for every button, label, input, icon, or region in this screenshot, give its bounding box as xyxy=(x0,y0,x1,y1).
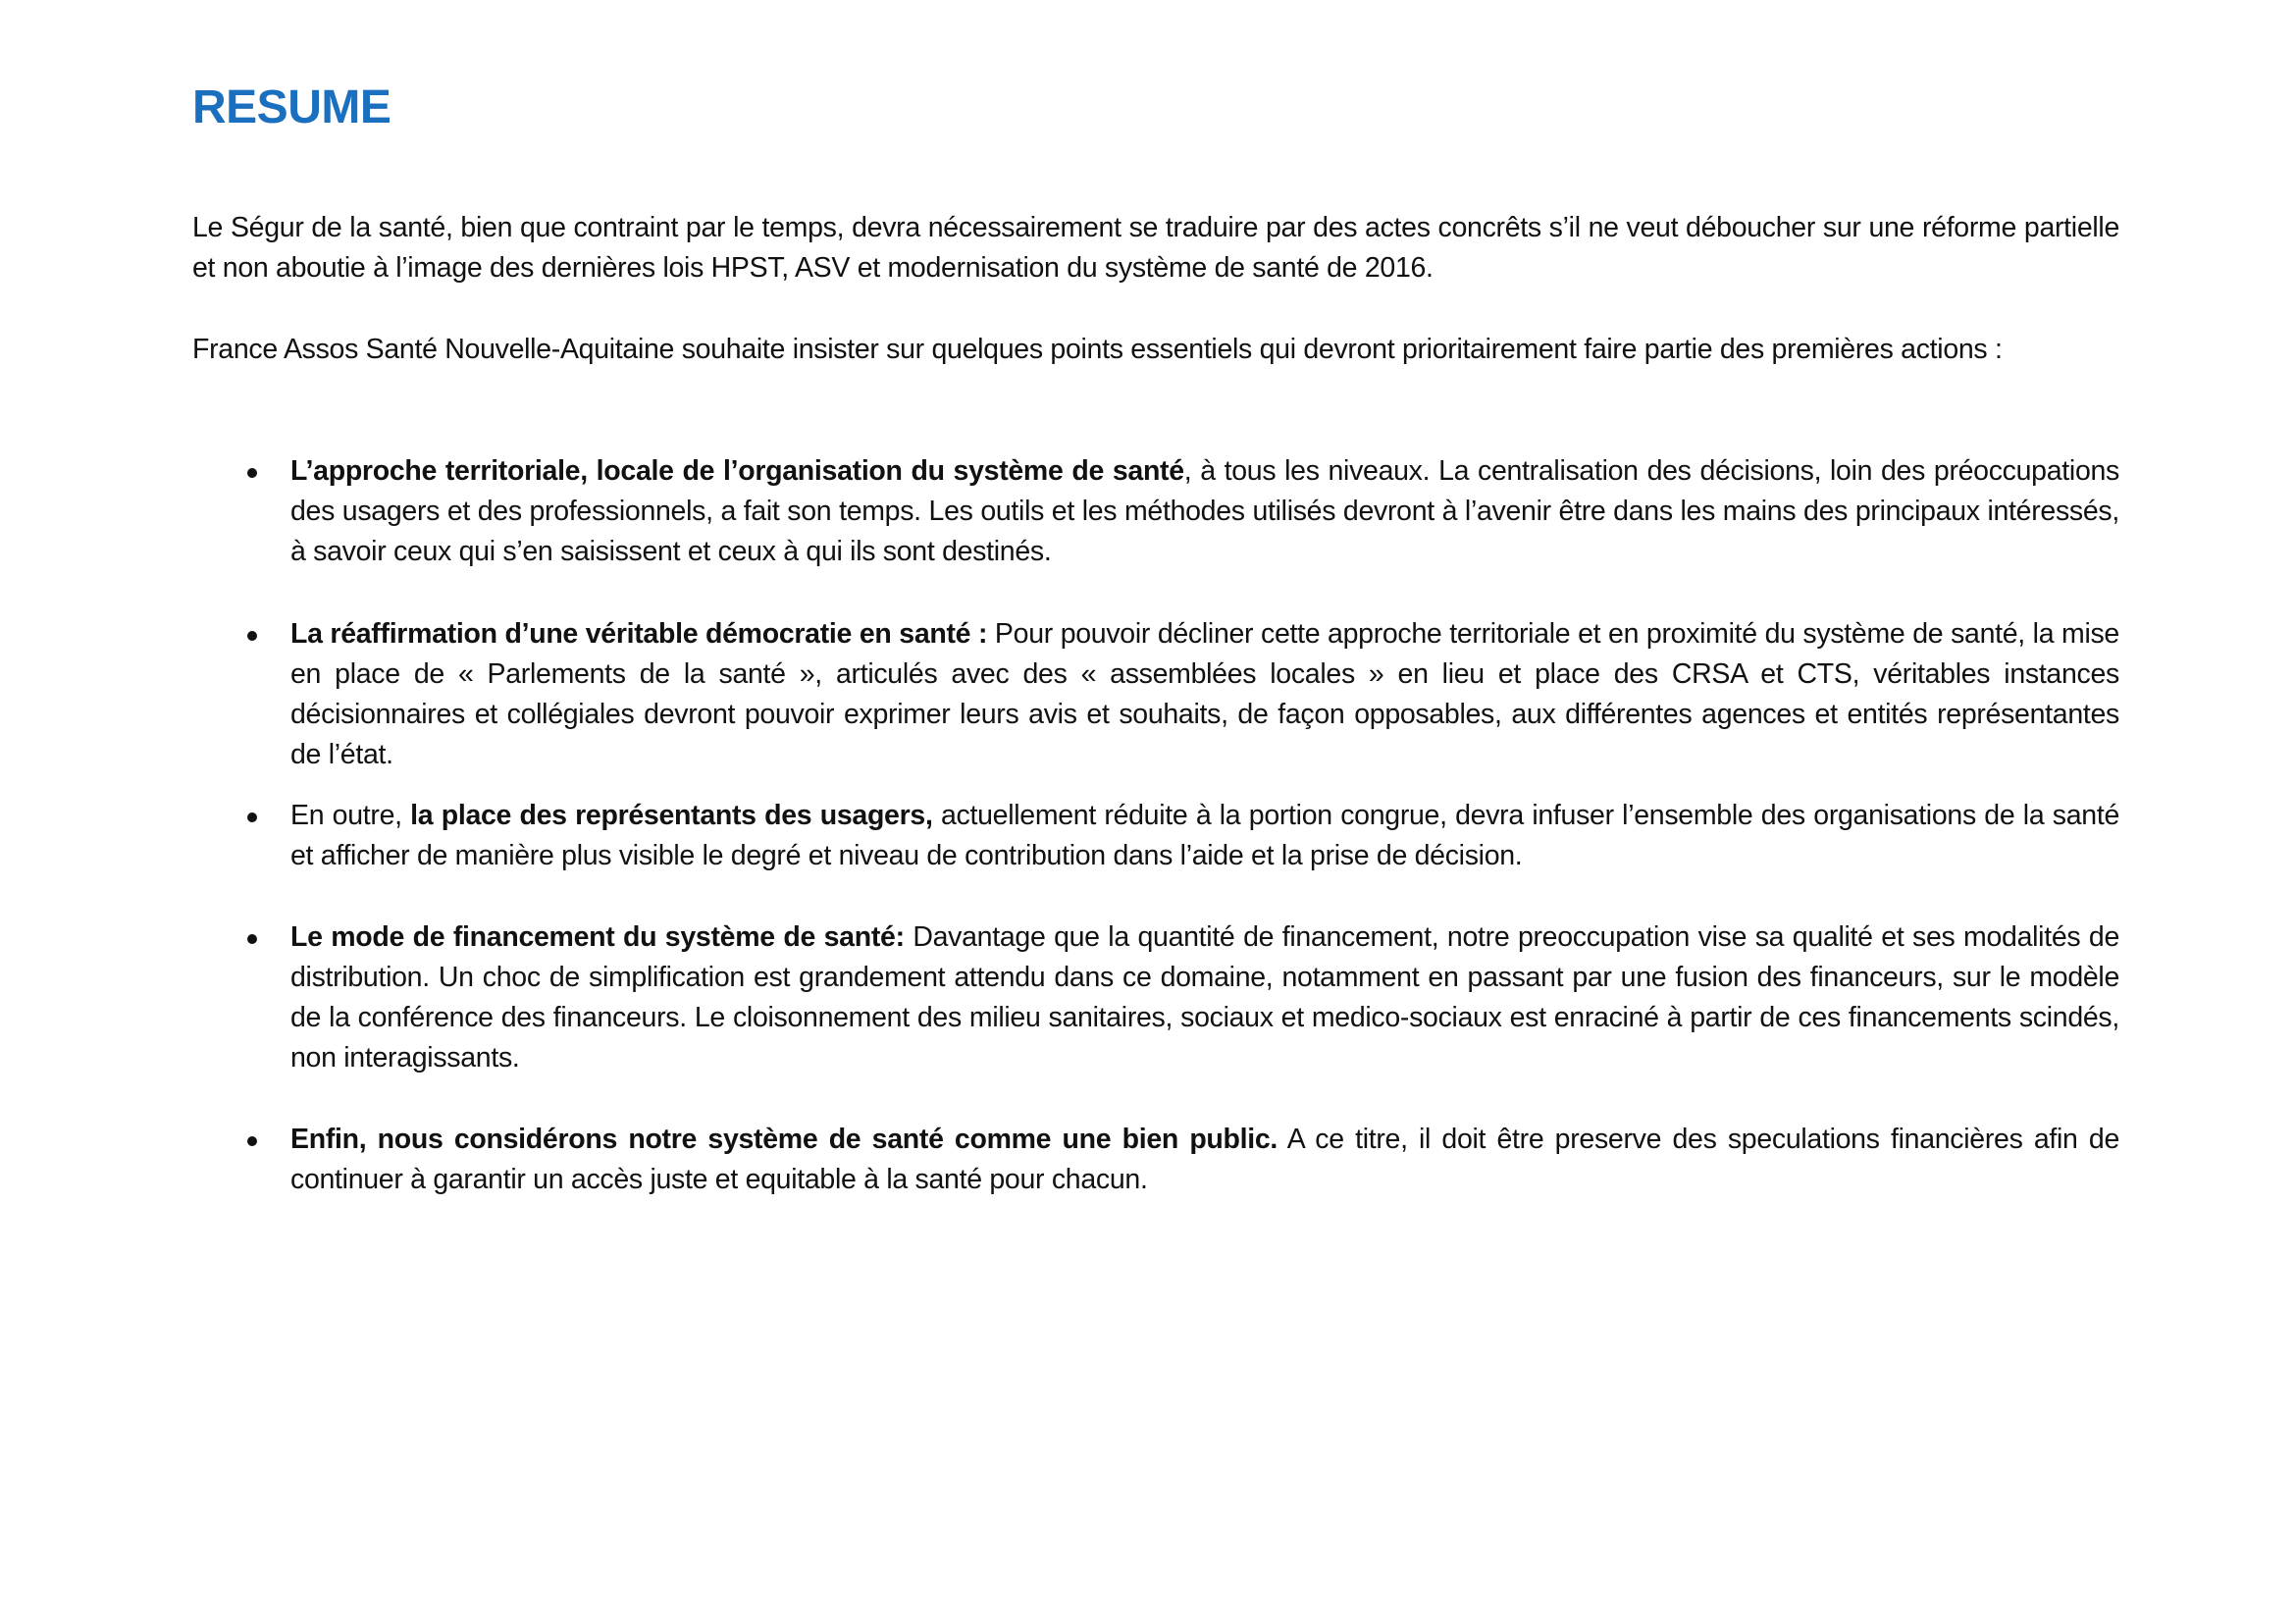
bullet-lead: En outre, xyxy=(290,800,411,831)
bullet-bold: La réaffirmation d’une véritable démocratie en santé : xyxy=(290,618,988,650)
bullet-bold: L’approche territoriale, locale de l’organisation du système de santé xyxy=(290,455,1184,487)
bullet-text xyxy=(290,796,2119,876)
bullet-text xyxy=(290,614,2119,775)
bullet-text xyxy=(290,1120,2119,1200)
bullet-dot-icon xyxy=(247,1136,257,1146)
context-paragraph: France Assos Santé Nouvelle-Aquitaine souhaite insister sur quelques points essentiels qui devront prioritairement faire partie des premières actions : xyxy=(192,334,2003,365)
bullet-dot-icon xyxy=(247,812,257,822)
bullet-dot-icon xyxy=(247,631,257,641)
bullet-text xyxy=(290,451,2119,572)
bullet-body: Davantage que la quantité de financement, notre preoccupation vise sa qualité et ses modalités de distribution. Un choc de simplification est grandement attendu dans ce domaine, notamment en passant par une fusion des financeurs, sur le modèle de la conférence des financeurs. Le cloisonnement des milieu sanitaires, sociaux et medico-sociaux est enraciné à partir de ces financements scindés, non interagissants. xyxy=(290,921,2120,1074)
bullet-bold: la place des représentants des usagers, xyxy=(410,800,933,831)
bullet-bold: Le mode de financement du système de santé: xyxy=(290,921,905,953)
page-title: RESUME xyxy=(192,81,391,133)
bullet-text xyxy=(290,917,2119,1078)
bullet-body: Pour pouvoir décliner cette approche territoriale et en proximité du système de santé, la mise en place de « Parlements de la santé », articulés avec des « assemblées locales » en lieu et place des CRSA et CTS, véritables instances décisionnaires et collégiales devront pouvoir exprimer leurs avis et souhaits, de façon opposables, aux différentes agences et entités représentantes de l’état. xyxy=(290,618,2119,770)
bullet-body: actuellement réduite à la portion congrue, devra infuser l’ensemble des organisations de la santé et afficher de manière plus visible le degré et niveau de contribution dans l’aide et la prise de décision. xyxy=(290,800,2120,871)
bullet-body: A ce titre, il doit être preserve des speculations financières afin de continuer à garantir un accès juste et equitable à la santé pour chacun. xyxy=(290,1124,2119,1195)
bullet-dot-icon xyxy=(247,468,257,478)
bullet-dot-icon xyxy=(247,934,257,944)
bullet-bold: Enfin, nous considérons notre système de santé comme une bien public. xyxy=(290,1124,1278,1155)
bullet-body: , à tous les niveaux. La centralisation des décisions, loin des préoccupations des usagers et des professionnels, a fait son temps. Les outils et les méthodes utilisés devront à l’avenir être dans les mains des principaux intéressés, à savoir ceux qui s’en saisissent et ceux à qui ils sont destinés. xyxy=(290,455,2119,567)
intro-paragraph: Le Ségur de la santé, bien que contraint par le temps, devra nécessairement se traduire par des actes concrêts s’il ne veut déboucher sur une réforme partielle et non aboutie à l’image des dernières lois HPST, ASV et modernisation du système de santé de 2016. xyxy=(192,212,2119,284)
